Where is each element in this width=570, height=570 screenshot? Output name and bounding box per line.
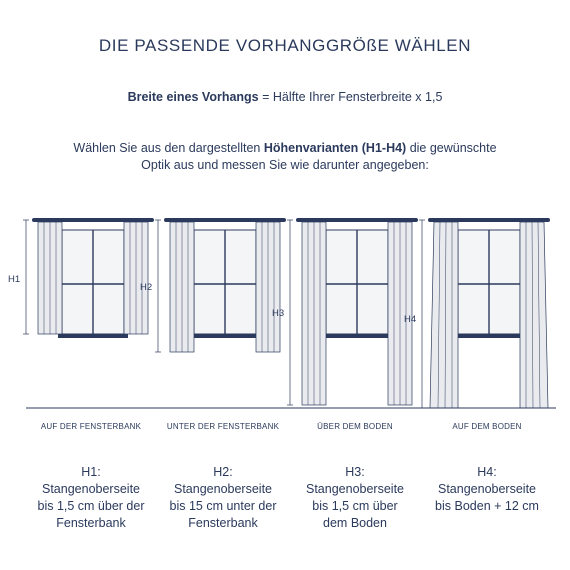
variant-label: UNTER DER FENSTERBANK [166, 422, 280, 431]
desc-line: dem Boden [323, 516, 387, 530]
curtain-right [256, 222, 280, 352]
curtain-rod [428, 218, 550, 222]
height-mark: H3 [272, 308, 285, 319]
curtain-right [520, 222, 548, 408]
curtain-diagram-h3 [272, 200, 426, 415]
variant-h2 [140, 200, 294, 560]
desc-line: bis Boden + 12 cm [435, 499, 539, 513]
desc-line: bis 1,5 cm über [312, 499, 398, 513]
curtain-left [170, 222, 194, 352]
intro-bold: Höhenvarianten (H1-H4) [263, 141, 407, 155]
desc-line: Stangenoberseite [306, 482, 404, 496]
curtain-left [38, 222, 62, 334]
desc-line: H3: [345, 465, 365, 479]
intro-after: die gewünschte Optik aus und messen Sie wie darunter angegeben: [141, 141, 497, 172]
variant-description [416, 464, 558, 515]
desc-line: Fensterbank [56, 516, 126, 530]
window-sill [454, 334, 524, 338]
curtain-rod [164, 218, 286, 222]
variant-h1 [8, 200, 162, 560]
variant-label: ÜBER DEM BODEN [317, 422, 393, 431]
desc-line: H1: [81, 465, 101, 479]
desc-line: bis 1,5 cm über der [37, 499, 145, 513]
height-mark: H1 [8, 274, 21, 285]
curtain-left [302, 222, 326, 405]
window-sill [58, 334, 128, 338]
height-mark: H4 [404, 314, 417, 325]
curtain-rod [296, 218, 418, 222]
page-title: DIE PASSENDE VORHANGGRÖßE WÄHLEN [98, 36, 472, 55]
formula-bold: Breite eines Vorhangs [127, 90, 259, 104]
curtain-diagram-h1 [8, 200, 162, 415]
desc-line: Stangenoberseite [438, 482, 536, 496]
curtain-left [430, 222, 458, 408]
variant-description [284, 464, 426, 532]
variant-label: AUF DER FENSTERBANK [40, 422, 142, 431]
window-sill [322, 334, 392, 338]
desc-line: Fensterbank [188, 516, 258, 530]
desc-line: H2: [213, 465, 233, 479]
variant-description [152, 464, 294, 532]
formula-rest: = Hälfte Ihrer Fensterbreite x 1,5 [258, 90, 443, 104]
curtain-diagram-h4 [404, 200, 558, 415]
variant-label: AUF DEM BODEN [452, 422, 522, 431]
height-mark: H2 [140, 282, 153, 293]
curtain-rod [32, 218, 154, 222]
desc-line: H4: [477, 465, 497, 479]
desc-line: Stangenoberseite [174, 482, 272, 496]
width-formula [0, 90, 570, 104]
intro-text [60, 140, 510, 174]
window-sill [190, 334, 260, 338]
intro-before: Wählen Sie aus den dargestellten [73, 141, 264, 155]
variant-description [20, 464, 162, 532]
variant-h4 [404, 200, 558, 560]
desc-line: bis 15 cm unter der [169, 499, 277, 513]
curtain-right [124, 222, 148, 334]
desc-line: Stangenoberseite [42, 482, 140, 496]
variant-h3 [272, 200, 426, 560]
